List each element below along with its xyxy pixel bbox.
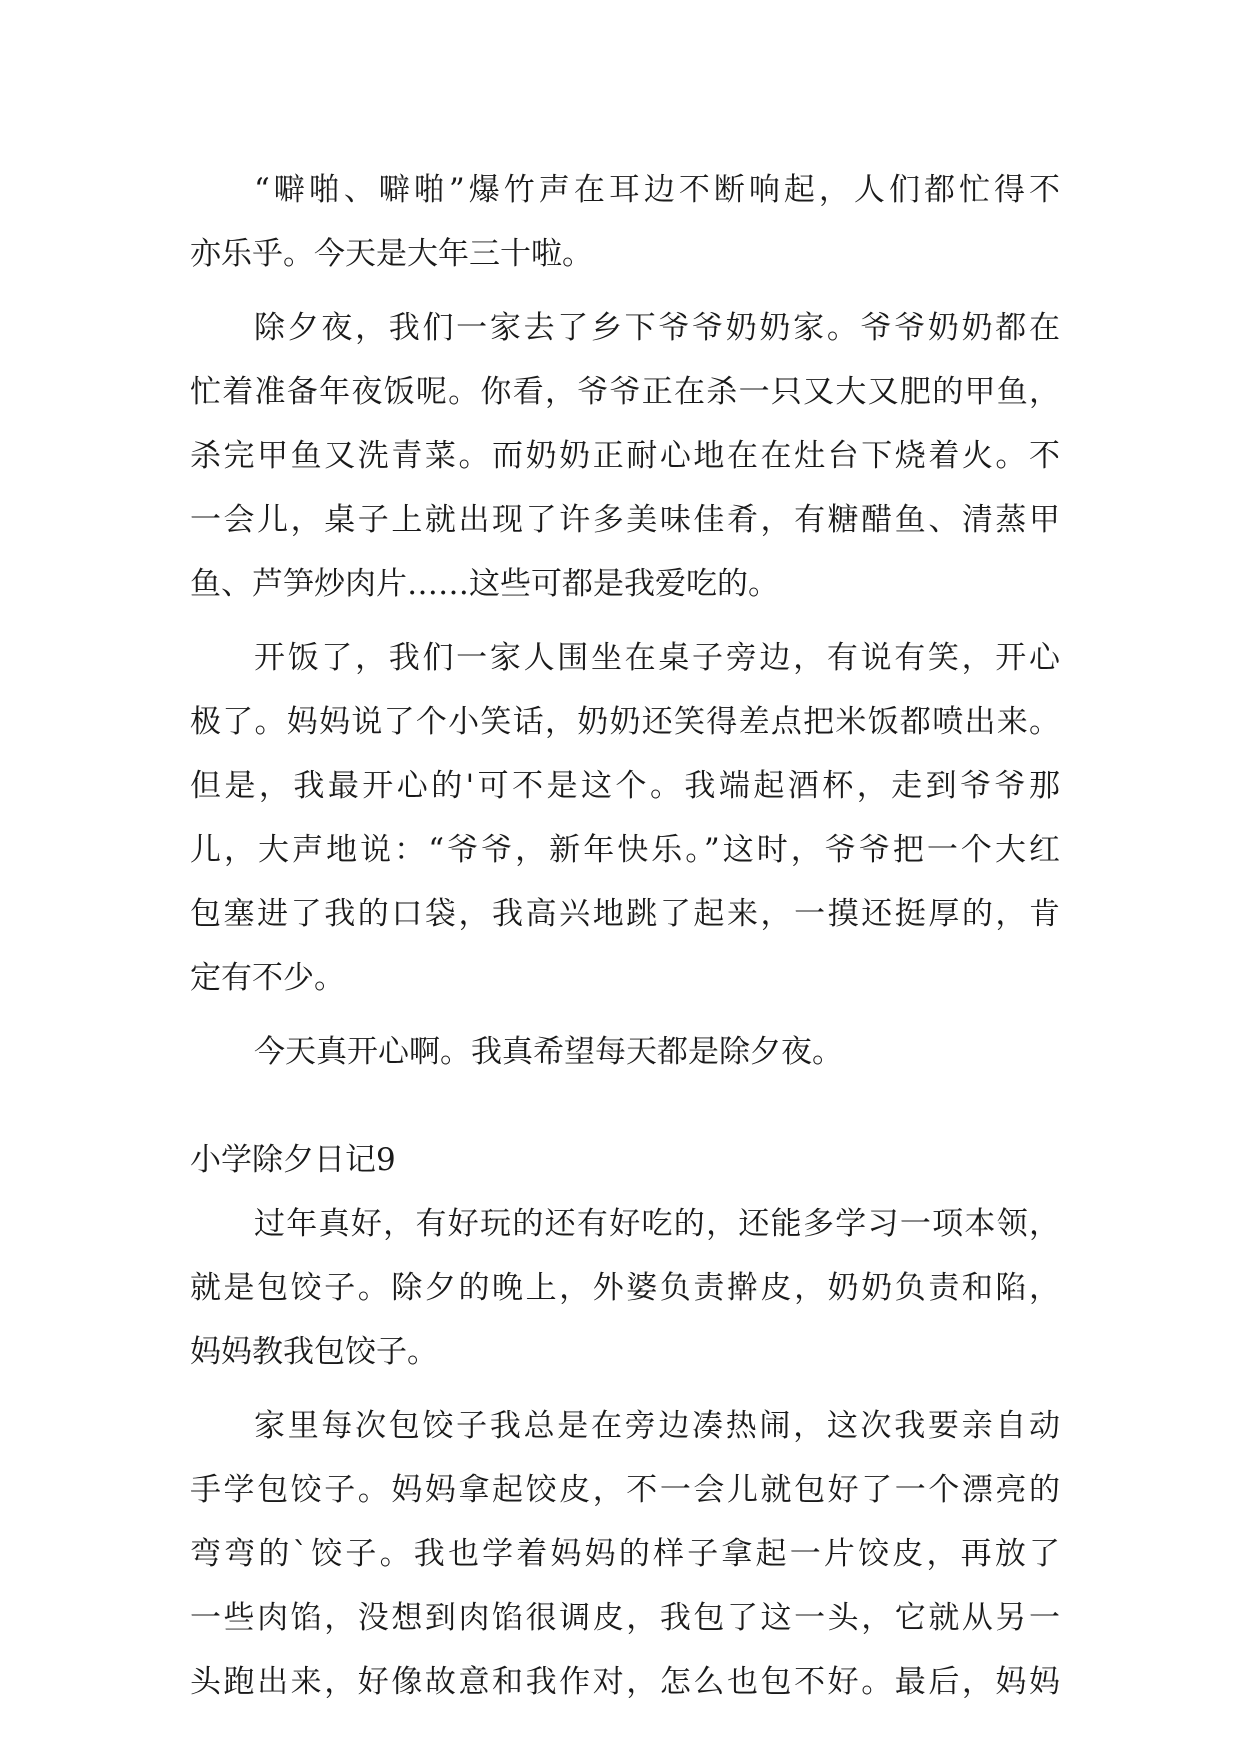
text-line: 但是，我最开心的'可不是这个。我端起酒杯，走到爷爷那	[190, 768, 1060, 804]
text-line: 今天真开心啊。我真希望每天都是除夕夜。	[254, 1034, 843, 1070]
document-page	[190, 158, 1060, 1714]
paragraph-1	[190, 158, 1060, 286]
text-line: 过年真好，有好玩的还有好吃的，还能多学习一项本领，	[254, 1206, 1060, 1242]
text-line: 鱼、芦笋炒肉片……这些可都是我爱吃的。	[190, 566, 779, 602]
text-line: 一会儿，桌子上就出现了许多美味佳肴，有糖醋鱼、清蒸甲	[190, 502, 1060, 538]
text-line: 手学包饺子。妈妈拿起饺皮，不一会儿就包好了一个漂亮的	[190, 1472, 1060, 1508]
text-line: 包塞进了我的口袋，我高兴地跳了起来，一摸还挺厚的，肯	[190, 896, 1060, 932]
text-line: 忙着准备年夜饭呢。你看，爷爷正在杀一只又大又肥的甲鱼，	[190, 374, 1060, 410]
text-line: 妈妈教我包饺子。	[190, 1334, 438, 1370]
text-line: 家里每次包饺子我总是在旁边凑热闹，这次我要亲自动	[254, 1408, 1060, 1444]
paragraph-3	[190, 626, 1060, 1010]
text-line: “噼啪、噼啪”爆竹声在耳边不断响起，人们都忙得不	[254, 172, 1060, 208]
text-line: 弯弯的`饺子。我也学着妈妈的样子拿起一片饺皮，再放了	[190, 1536, 1060, 1572]
text-line: 极了。妈妈说了个小笑话，奶奶还笑得差点把米饭都喷出来。	[190, 704, 1060, 740]
text-line: 除夕夜，我们一家去了乡下爷爷奶奶家。爷爷奶奶都在	[254, 310, 1060, 346]
text-line: 一些肉馅，没想到肉馅很调皮，我包了这一头，它就从另一	[190, 1600, 1060, 1636]
paragraph-5	[190, 1192, 1060, 1384]
text-line: 儿，大声地说：“爷爷，新年快乐。”这时，爷爷把一个大红	[190, 832, 1060, 868]
paragraph-2	[190, 296, 1060, 616]
text-line: 定有不少。	[190, 960, 345, 996]
text-line: 头跑出来，好像故意和我作对，怎么也包不好。最后，妈妈	[190, 1664, 1060, 1700]
section-title: 小学除夕日记9	[190, 1142, 396, 1178]
text-line: 杀完甲鱼又洗青菜。而奶奶正耐心地在在灶台下烧着火。不	[190, 438, 1060, 474]
text-line: 亦乐乎。今天是大年三十啦。	[190, 236, 593, 272]
paragraph-6	[190, 1394, 1060, 1714]
text-line: 开饭了，我们一家人围坐在桌子旁边，有说有笑，开心	[254, 640, 1060, 676]
paragraph-4	[190, 1020, 1060, 1084]
text-line: 就是包饺子。除夕的晚上，外婆负责擀皮，奶奶负责和陷，	[190, 1270, 1060, 1306]
